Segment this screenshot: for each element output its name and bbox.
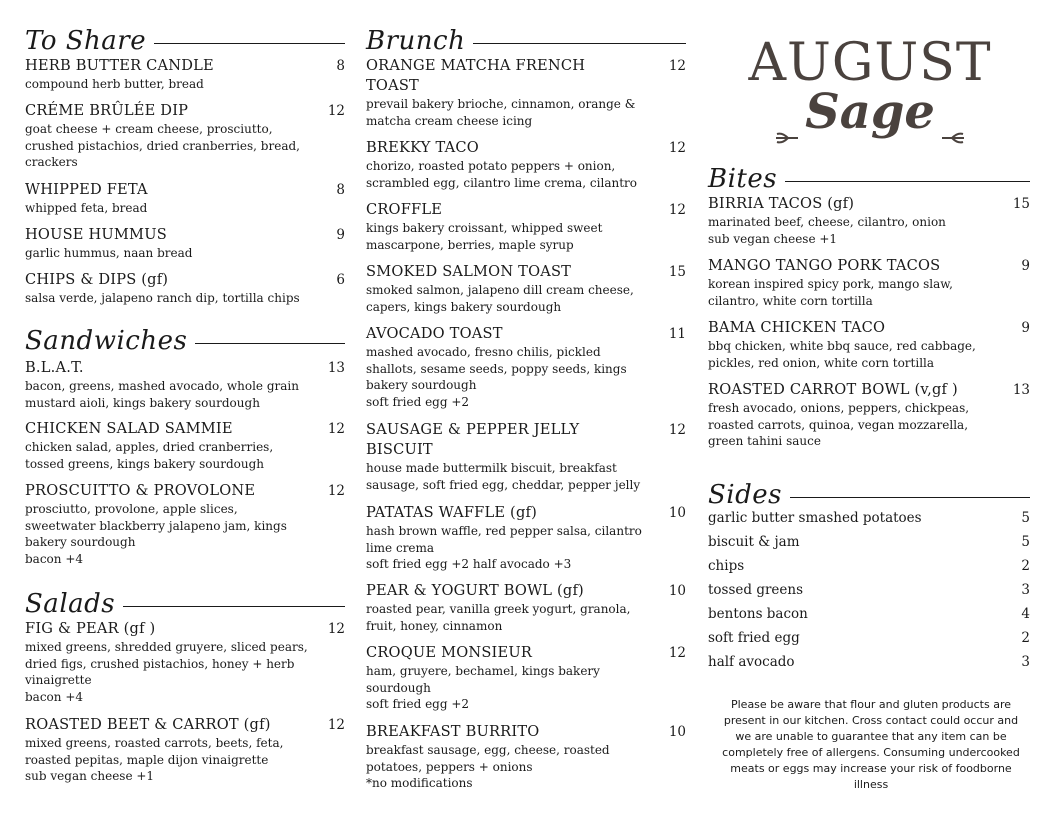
item-description: garlic hummus, naan bread [25,246,193,260]
item-price: 9 [336,227,345,243]
section-header-brunch [366,26,686,56]
side-name: soft fried egg [708,630,800,646]
menu-item [708,318,1030,371]
item-name: ORANGE MATCHA FRENCH TOAST [366,57,586,94]
section-divider [154,43,345,44]
side-name: bentons bacon [708,606,808,622]
item-price: 12 [327,483,345,499]
item-description: korean inspired spicy pork, mango slaw, cilantro, white corn tortilla [708,277,953,308]
menu-item [25,419,345,472]
item-name: CHICKEN SALAD SAMMIE [25,420,233,437]
menu-item [366,420,686,493]
item-name: MANGO TANGO PORK TACOS [708,257,941,274]
section-title: Salads [25,589,116,619]
side-name: tossed greens [708,582,804,598]
menu-item [366,643,686,713]
item-price: 9 [1021,320,1030,336]
item-description: house made buttermilk biscuit, breakfast sausage, soft fried egg, cheddar, pepper jelly [366,461,641,492]
side-price: 5 [1021,534,1030,550]
item-name: BIRRIA TACOS (gf) [708,195,855,212]
item-price: 12 [668,202,686,218]
item-price: 15 [668,264,686,280]
menu-item [708,380,1030,450]
item-description: breakfast sausage, egg, cheese, roasted potatoes, peppers + onions *no modifications [366,743,610,791]
item-name: BREAKFAST BURRITO [366,723,540,740]
item-description: roasted pear, vanilla greek yogurt, granola, fruit, honey, cinnamon [366,602,631,633]
section-title: Bites [708,164,778,194]
item-description: bacon, greens, mashed avocado, whole grain mustard aioli, kings bakery sourdough [25,379,299,410]
item-description: whipped feta, bread [25,201,148,215]
item-name: ROASTED CARROT BOWL (v,gf ) [708,381,958,398]
item-description: marinated beef, cheese, cilantro, onion sub vegan cheese +1 [708,215,946,246]
menu-item [366,262,686,315]
section-divider [195,343,345,344]
menu-item [708,194,1030,247]
allergen-disclaimer: Please be aware that flour and gluten products are present in our kitchen. Cross contact could occur and we are unable to guarantee that any item can be completely free of allergens. Consuming undercooked meats or eggs may increase your risk of foodborne illness [722,698,1020,791]
menu-item [366,324,686,410]
section-divider [473,43,686,44]
section-header-sandwiches [25,326,345,356]
side-name: garlic butter smashed potatoes [708,510,922,526]
section-title: Brunch [366,26,466,56]
side-price: 4 [1021,606,1030,622]
logo-wordmark-bottom: Sage [805,84,935,140]
menu-item [366,56,686,129]
side-price: 3 [1021,582,1030,598]
item-description: ham, gruyere, bechamel, kings bakery sourdough soft fried egg +2 [366,664,600,712]
item-name: B.L.A.T. [25,359,84,376]
item-description: mixed greens, roasted carrots, beets, feta, roasted pepitas, maple dijon vinaigrette sub vegan cheese +1 [25,736,284,784]
section-divider [785,181,1030,182]
item-name: CROFFLE [366,201,443,218]
item-price: 12 [668,140,686,156]
item-description: salsa verde, jalapeno ranch dip, tortilla chips [25,291,300,305]
item-price: 10 [668,724,686,740]
item-description: prevail bakery brioche, cinnamon, orange & matcha cream cheese icing [366,97,636,128]
item-description: mixed greens, shredded gruyere, sliced pears, dried figs, crushed pistachios, honey + herb vinaigrette bacon +4 [25,640,308,704]
item-name: AVOCADO TOAST [366,325,503,342]
item-price: 13 [1012,382,1030,398]
item-name: HOUSE HUMMUS [25,226,167,243]
side-item [708,556,1030,576]
item-description: smoked salmon, jalapeno dill cream cheese, capers, kings bakery sourdough [366,283,634,314]
item-price: 13 [327,360,345,376]
item-name: PEAR & YOGURT BOWL (gf) [366,582,584,599]
item-description: chicken salad, apples, dried cranberries, tossed greens, kings bakery sourdough [25,440,274,471]
section-title: Sandwiches [25,326,188,356]
side-price: 2 [1021,558,1030,574]
item-name: HERB BUTTER CANDLE [25,57,214,74]
item-price: 8 [336,58,345,74]
side-price: 2 [1021,630,1030,646]
side-price: 5 [1021,510,1030,526]
item-description: hash brown waffle, red pepper salsa, cilantro lime crema soft fried egg +2 half avocado +3 [366,524,642,572]
menu-item [25,101,345,171]
item-description: bbq chicken, white bbq sauce, red cabbage, pickles, red onion, white corn tortilla [708,339,976,370]
side-name: chips [708,558,745,574]
item-description: goat cheese + cream cheese, prosciutto, crushed pistachios, dried cranberries, bread, crackers [25,122,300,170]
side-item [708,508,1030,528]
menu-item [25,619,345,705]
item-description: mashed avocado, fresno chilis, pickled shallots, sesame seeds, poppy seeds, kings bakery sourdough soft fried egg +2 [366,345,627,409]
item-description: compound herb butter, bread [25,77,204,91]
menu-item [366,722,686,792]
logo-wordmark-top: AUGUST [748,33,992,93]
item-name: CRÉME BRÛLÉE DIP [25,102,189,119]
item-name: BAMA CHICKEN TACO [708,319,886,336]
item-description: prosciutto, provolone, apple slices, sweetwater blackberry jalapeno jam, kings bakery sourdough bacon +4 [25,502,287,566]
section-header-salads [25,589,345,619]
item-name: PROSCUITTO & PROVOLONE [25,482,256,499]
item-description: fresh avocado, onions, peppers, chickpeas, roasted carrots, quinoa, vegan mozzarella, green tahini sauce [708,401,970,449]
item-price: 11 [668,326,686,342]
section-title: Sides [708,480,782,510]
menu-item [25,270,345,307]
item-price: 12 [327,621,345,637]
item-price: 15 [1012,196,1030,212]
item-name: PATATAS WAFFLE (gf) [366,504,537,521]
section-divider [790,497,1030,498]
menu-item [25,180,345,217]
side-item [708,628,1030,648]
section-title: To Share [25,26,147,56]
section-header-sides [708,480,1030,510]
menu-item [25,225,345,262]
flourish-right-icon [940,130,966,146]
item-price: 12 [668,645,686,661]
item-name: BREKKY TACO [366,139,479,156]
section-header-to-share [25,26,345,56]
item-price: 12 [668,58,686,74]
menu-item [366,200,686,253]
side-price: 3 [1021,654,1030,670]
item-name: FIG & PEAR (gf ) [25,620,156,637]
item-description: kings bakery croissant, whipped sweet mascarpone, berries, maple syrup [366,221,603,252]
side-item [708,604,1030,624]
item-price: 12 [327,103,345,119]
item-name: CHIPS & DIPS (gf) [25,271,169,288]
item-price: 10 [668,583,686,599]
side-item [708,580,1030,600]
item-price: 8 [336,182,345,198]
side-item [708,532,1030,552]
item-price: 6 [336,272,345,288]
menu-item [25,715,345,785]
section-divider [123,606,345,607]
item-name: SAUSAGE & PEPPER JELLY BISCUIT [366,421,580,458]
menu-item [366,581,686,634]
menu-item [366,138,686,191]
item-name: SMOKED SALMON TOAST [366,263,572,280]
item-name: CROQUE MONSIEUR [366,644,533,661]
menu-item [25,56,345,93]
item-name: WHIPPED FETA [25,181,148,198]
side-name: biscuit & jam [708,534,800,550]
side-name: half avocado [708,654,795,670]
section-header-bites [708,164,1030,194]
item-price: 12 [327,421,345,437]
item-price: 9 [1021,258,1030,274]
menu-item [25,358,345,411]
menu-item [25,481,345,567]
item-description: chorizo, roasted potato peppers + onion, scrambled egg, cilantro lime crema, cilantro [366,159,637,190]
item-price: 12 [327,717,345,733]
item-price: 10 [668,505,686,521]
menu-item [708,256,1030,309]
side-item [708,652,1030,672]
brand-logo [736,34,1004,144]
item-price: 12 [668,422,686,438]
item-name: ROASTED BEET & CARROT (gf) [25,716,271,733]
menu-item [366,503,686,573]
